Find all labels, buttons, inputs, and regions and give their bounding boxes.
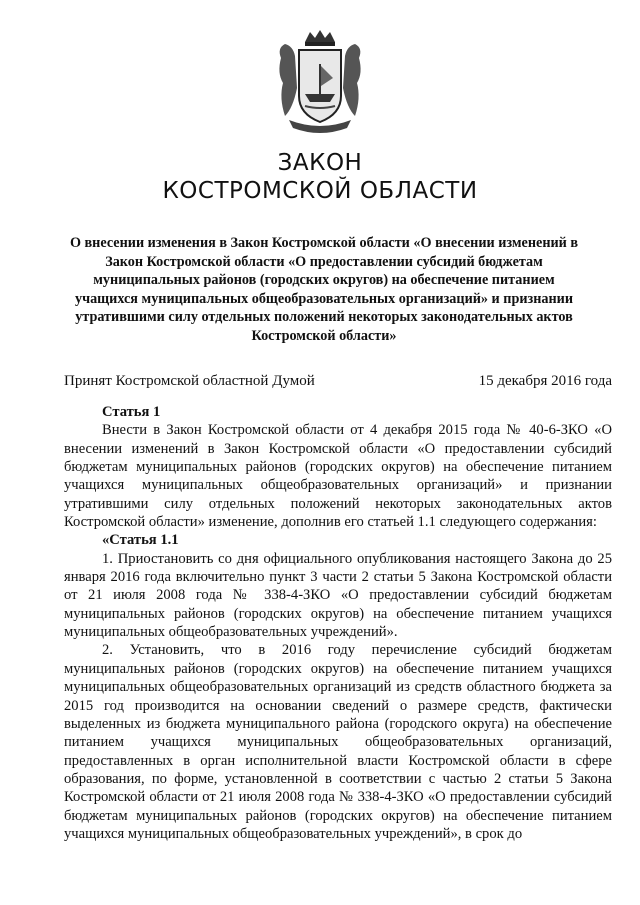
law-body (64, 403, 612, 843)
article-1-heading: Статья 1 (102, 404, 161, 420)
law-subject: О внесении изменения в Закон Костромской области «О внесении изменений в Закон Костромской области «О предоставлении субсидий бюджетам муниципальных районов (городских округов) на обеспечение питанием учащихся муниципальных общеобразовательных организаций» и признании утратившими силу отдельных положений некоторых законодательных актов Костромской области» (69, 235, 579, 344)
region-title: КОСТРОМСКОЙ ОБЛАСТИ (162, 178, 478, 204)
adopted-by: Принят Костромской областной Думой (64, 373, 315, 389)
article-1-text: Внести в Закон Костромской области от 4 декабря 2015 года № 40-6-ЗКО «О внесении изменений в Закон Костромской области «О предоставлении субсидий бюджетам муниципальных районов (городских округов) на обеспечение питанием учащихся муниципальных общеобразовательных организаций» и признании утратившими силу отдельных положений некоторых законодательных актов Костромской области» изменение, дополнив его статьей 1.1 следующего содержания: (64, 422, 612, 531)
article-1-1-item-2: 2. Установить, что в 2016 году перечисление субсидий бюджетам муниципальных районов (городских округов) на обеспечение питанием учащихся муниципальных общеобразовательных организаций из средств областного бюджета за 2015 год производится на основании сведений о размере средств, фактически выделенных из бюджета муниципального района (городского округа) на обеспечение питанием учащихся муниципальных общеобразовательных организаций, предоставленных в орган исполнительной власти Костромской области в сфере образования, по форме, установленной в соответствии с частью 2 статьи 5 Закона Костромской области от 21 июля 2008 года № 338-4-ЗКО «О предоставлении субсидий бюджетам муниципальных районов (городских округов) на обеспечение питанием учащихся муниципальных общеобразовательных учреждений», в срок до (64, 642, 612, 842)
adoption-date: 15 декабря 2016 года (478, 373, 612, 389)
article-1-1-item-1: 1. Приостановить со дня официального опубликования настоящего Закона до 25 января 2016 года включительно пункт 3 части 2 статьи 5 Закона Костромской области от 21 июля 2008 года № 338-4-ЗКО «О предоставлении субсидий бюджетам муниципальных районов (городских округов) на обеспечение питанием учащихся муниципальных общеобразовательных учреждений». (64, 550, 612, 641)
law-title: ЗАКОН (277, 150, 363, 176)
kostroma-coat-of-arms-icon (275, 28, 365, 136)
article-1-1-heading: «Статья 1.1 (102, 532, 179, 549)
